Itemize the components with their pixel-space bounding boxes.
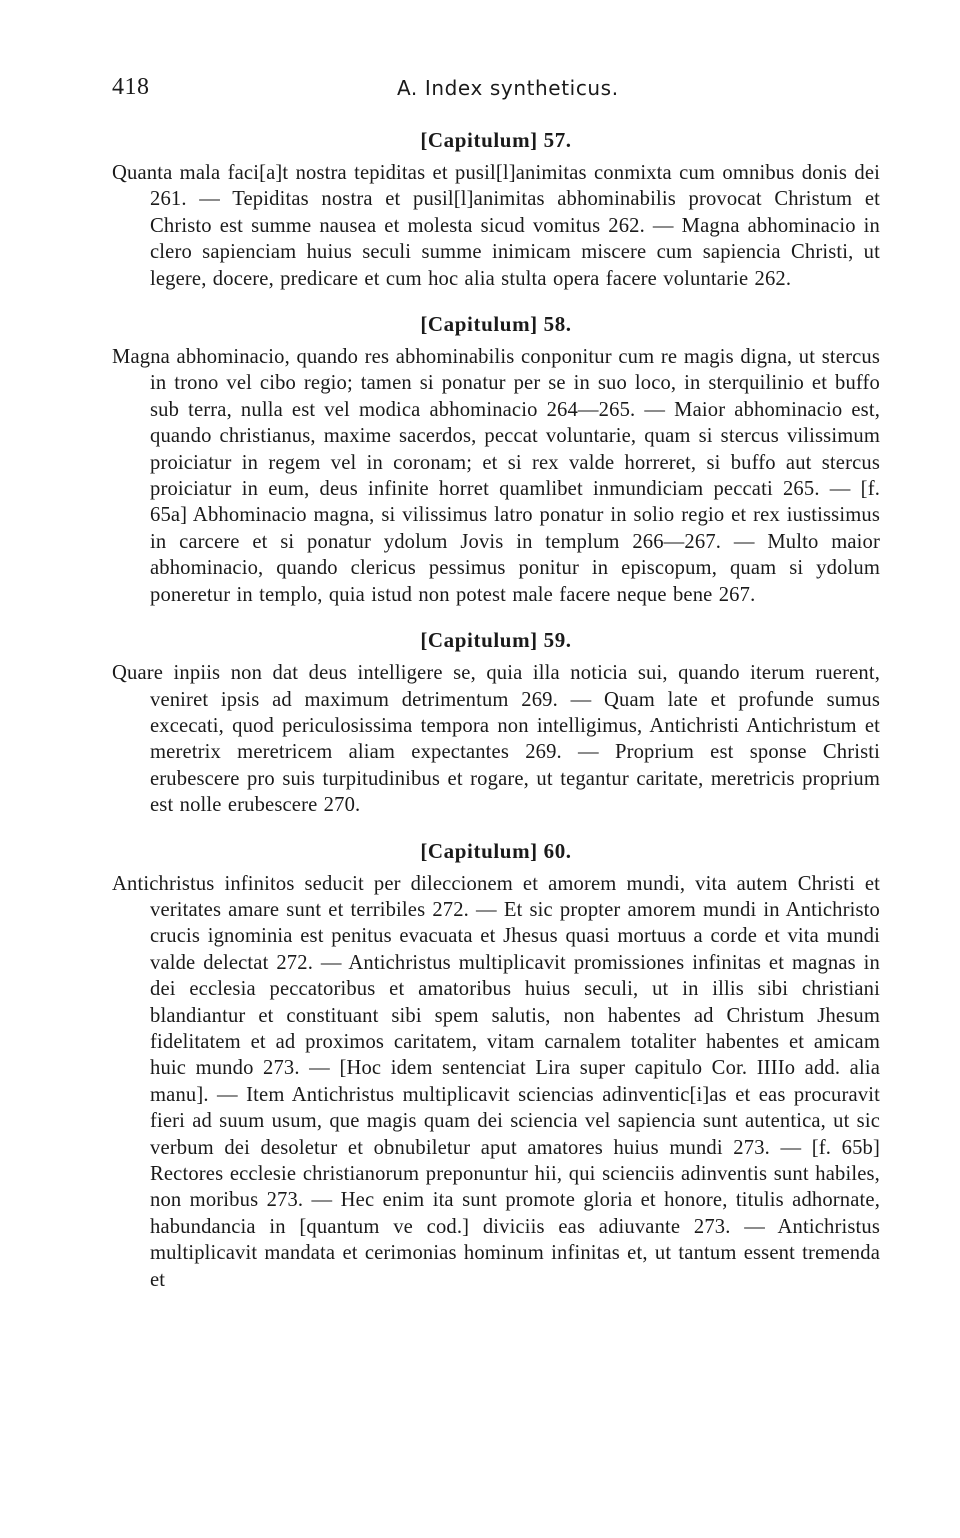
chapter-60 (112, 837, 880, 1294)
running-title: A. Index syntheticus. (397, 76, 619, 100)
running-head (112, 70, 880, 114)
book-page (112, 70, 880, 1311)
page-number: 418 (112, 74, 150, 100)
chapter-text: Magna abhominacio, quando res abhominabilis conponitur cum re magis digna, ut stercus in trono vel cibo regio; tamen si ponatur per se in suo loco, in sterquilinio et buffo sub terra, nulla est vel modica abhominacio 264—265. — Maior abhominacio est, quando christianus, maxime sacerdos, peccat voluntarie, quam si stercus vilissimum proiciatur in regem vel in coronam; et si rex valde horreret, si buffo aut stercus proiciatur in eum, deus infinite horret quamlibet inmundiciam peccati 265. — [f. 65a] Abhominacio magna, si vilissimus latro ponatur in solio regio et rex iustissimus in carcere et si ponatur ydolum Jovis in templum 266—267. — Multo maior abhominacio, quando clericus pessimus ponitur in episcopum, quam si ydolum poneretur in templo, quia istud non potest male facere neque bene 267. (112, 346, 880, 606)
chapter-59 (112, 626, 880, 818)
chapter-heading: [Capitulum] 59. (420, 628, 572, 653)
chapter-heading: [Capitulum] 57. (420, 128, 572, 152)
chapter-text: Quare inpiis non dat deus intelligere se, quia illa noticia sui, quando iterum ruerent, veniret ipsis ad maximum detrimentum 269. — Quam late et profunde sumus excecati, quod periculosissima tempora non intelligimus, Antichristi Antichristum et meretrix meretricem aliam expectantes 269. — Proprium est sponse Christi erubescere pro suis turpitudinibus et rogare, ut tegantur caritate, meretricis proprium est nolle erubescere 270. (112, 662, 880, 817)
chapter-58 (112, 310, 880, 608)
chapter-text: Quanta mala faci[a]t nostra tepiditas et pusil[l]animitas conmixta cum omnibus donis dei 261. — Tepiditas nostra et pusil[l]animitas abhominabilis provocat Christum et Christo est summe nausea et molesta sicud vomitus 262. — Magna abhominacio in clero sapienciam huius seculi summe inimicam miscere cum sapiencia Christi, ut legere, docere, predicare et cum hoc alia stulta opera facere voluntarie 262. (112, 162, 880, 290)
chapter-heading: [Capitulum] 58. (420, 312, 572, 337)
chapter-57 (112, 126, 880, 292)
chapter-heading: [Capitulum] 60. (420, 838, 572, 863)
chapter-text: Antichristus infinitos seducit per dileccionem et amorem mundi, vita autem Christi et veritates amare sunt et terribiles 272. — Et sic propter amorem mundi in Antichristo crucis ignominia est penitus evacuata et Jhesus quasi mortuus a corde et vita mundi valde delectat 272. — Antichristus multiplicavit promissiones infinitas et magnas in dei ecclesia peccatoribus et amatoribus huius seculi, ut in illis sibi christiani blandiantur et constituant sibi spem salutis, non habentes ad Christum Jhesum fidelitatem et ad proximos caritatem, vitam carnalem totaliter habentes et amicam huic mundo 273. — [Hoc idem sentenciat Lira super capitulo Cor. IIIIo add. alia manu]. — Item Antichristus multiplicavit sciencias adinventic[i]as et eas procuravit fieri ad suum usum, que magis quam dei sciencia vel sapiencia sunt autentica, ut sic verbum dei desoletur et obnubiletur aput amatores huius mundi 273. — [f. 65b] Rectores ecclesie christianorum preponuntur hii, qui scienciis adinventis sunt habiles, non moribus 273. — Hec enim ita sunt promote gloria et honore, titulis adhornate, habundancia in [quantum ve cod.] diviciis eas adiuvante 273. — Antichristus multiplicavit mandata et cerimonias hominum infinitas et, ut tantum essent tremenda et (112, 872, 880, 1291)
